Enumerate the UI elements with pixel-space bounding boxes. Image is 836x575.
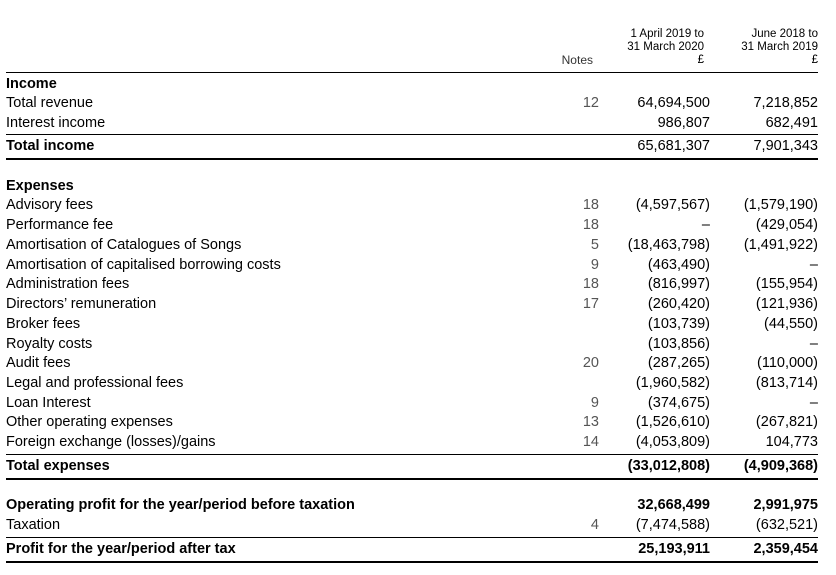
taxation-note: 4 bbox=[590, 517, 599, 533]
row-value-prior: (1,491,922) bbox=[743, 237, 818, 253]
row-value-current: (4,597,567) bbox=[635, 197, 710, 213]
operating-profit-current: 32,668,499 bbox=[637, 497, 710, 513]
expenses-section-title: Expenses bbox=[6, 178, 74, 194]
row-value-current: 986,807 bbox=[657, 115, 710, 131]
expense-row bbox=[6, 334, 818, 354]
column-header-current bbox=[584, 28, 704, 67]
row-value-current: (4,053,809) bbox=[635, 434, 710, 450]
row-label: Performance fee bbox=[6, 217, 114, 233]
row-value-current: (374,675) bbox=[647, 395, 710, 411]
row-value-current: (18,463,798) bbox=[627, 237, 710, 253]
row-value-prior: (121,936) bbox=[755, 296, 818, 312]
row-value-current: (260,420) bbox=[647, 296, 710, 312]
profit-subtotal-divider bbox=[6, 537, 818, 538]
row-label: Broker fees bbox=[6, 316, 81, 332]
notes-column-header: Notes bbox=[561, 53, 593, 67]
column-header-prior bbox=[708, 28, 818, 67]
row-value-current: – bbox=[701, 217, 710, 233]
row-note: 12 bbox=[582, 95, 599, 111]
expense-row bbox=[6, 353, 818, 373]
operating-profit-label: Operating profit for the year/period before taxation bbox=[6, 497, 355, 513]
row-value-prior: 682,491 bbox=[765, 115, 818, 131]
expenses-subtotal-divider bbox=[6, 454, 818, 455]
row-note: 13 bbox=[582, 414, 599, 430]
expense-row bbox=[6, 294, 818, 314]
row-note: 18 bbox=[582, 197, 599, 213]
row-value-current: (1,526,610) bbox=[635, 414, 710, 430]
profit-after-tax-divider bbox=[6, 561, 818, 563]
expense-row bbox=[6, 195, 818, 215]
row-label: Amortisation of Catalogues of Songs bbox=[6, 237, 242, 253]
row-note: 18 bbox=[582, 276, 599, 292]
row-note: 18 bbox=[582, 217, 599, 233]
row-note: 9 bbox=[590, 395, 599, 411]
column-header-current-line2: 31 March 2020 bbox=[627, 41, 704, 53]
taxation-current: (7,474,588) bbox=[635, 517, 710, 533]
row-value-prior: – bbox=[809, 336, 818, 352]
row-value-prior: – bbox=[809, 395, 818, 411]
total-income-current: 65,681,307 bbox=[637, 138, 710, 154]
expense-row bbox=[6, 215, 818, 235]
total-expenses-divider bbox=[6, 478, 818, 480]
total-income-divider bbox=[6, 158, 818, 160]
row-note: 17 bbox=[582, 296, 599, 312]
row-value-prior: (44,550) bbox=[763, 316, 818, 332]
income-row bbox=[6, 93, 818, 113]
row-value-current: (463,490) bbox=[647, 257, 710, 273]
row-note: 20 bbox=[582, 355, 599, 371]
expense-row bbox=[6, 432, 818, 452]
row-value-current: (816,997) bbox=[647, 276, 710, 292]
total-income-label: Total income bbox=[6, 138, 95, 154]
profit-after-tax-label: Profit for the year/period after tax bbox=[6, 541, 236, 557]
row-label: Amortisation of capitalised borrowing costs bbox=[6, 257, 281, 273]
row-value-prior: (1,579,190) bbox=[743, 197, 818, 213]
expense-row bbox=[6, 373, 818, 393]
row-note: 14 bbox=[582, 434, 599, 450]
row-value-prior: 104,773 bbox=[765, 434, 818, 450]
profit-after-tax-prior: 2,359,454 bbox=[753, 541, 818, 557]
row-value-prior: – bbox=[809, 257, 818, 273]
taxation-label: Taxation bbox=[6, 517, 61, 533]
income-subtotal-divider bbox=[6, 134, 818, 135]
total-expenses-row bbox=[6, 456, 818, 476]
total-income-row bbox=[6, 136, 818, 156]
row-value-current: (287,265) bbox=[647, 355, 710, 371]
row-note: 9 bbox=[590, 257, 599, 273]
header-divider bbox=[6, 72, 818, 73]
expense-row bbox=[6, 314, 818, 334]
row-value-current: (1,960,582) bbox=[635, 375, 710, 391]
row-label: Interest income bbox=[6, 115, 106, 131]
row-value-current: 64,694,500 bbox=[637, 95, 710, 111]
expense-row bbox=[6, 235, 818, 255]
row-value-prior: (267,821) bbox=[755, 414, 818, 430]
column-header-prior-line2: 31 March 2019 bbox=[741, 41, 818, 53]
row-label: Loan Interest bbox=[6, 395, 91, 411]
taxation-prior: (632,521) bbox=[755, 517, 818, 533]
expense-row bbox=[6, 412, 818, 432]
row-label: Advisory fees bbox=[6, 197, 94, 213]
row-value-prior: 7,218,852 bbox=[753, 95, 818, 111]
expense-row bbox=[6, 255, 818, 275]
total-income-prior: 7,901,343 bbox=[753, 138, 818, 154]
operating-profit-prior: 2,991,975 bbox=[753, 497, 818, 513]
row-label: Total revenue bbox=[6, 95, 94, 111]
income-row bbox=[6, 113, 818, 133]
column-header-prior-line1: June 2018 to bbox=[751, 28, 818, 40]
row-label: Directors’ remuneration bbox=[6, 296, 157, 312]
row-value-prior: (813,714) bbox=[755, 375, 818, 391]
profit-after-tax-current: 25,193,911 bbox=[638, 541, 710, 557]
income-section-title: Income bbox=[6, 76, 57, 92]
column-header-current-line1: 1 April 2019 to bbox=[630, 28, 704, 40]
expense-row bbox=[6, 274, 818, 294]
row-label: Royalty costs bbox=[6, 336, 93, 352]
row-value-current: (103,739) bbox=[647, 316, 710, 332]
row-label: Administration fees bbox=[6, 276, 130, 292]
row-value-prior: (429,054) bbox=[755, 217, 818, 233]
taxation-row bbox=[6, 515, 818, 535]
total-expenses-label: Total expenses bbox=[6, 458, 110, 474]
total-expenses-current: (33,012,808) bbox=[627, 458, 710, 474]
row-note: 5 bbox=[590, 237, 599, 253]
row-value-current: (103,856) bbox=[647, 336, 710, 352]
row-value-prior: (155,954) bbox=[755, 276, 818, 292]
column-header-current-currency: £ bbox=[697, 54, 704, 66]
row-label: Other operating expenses bbox=[6, 414, 173, 430]
row-label: Foreign exchange (losses)/gains bbox=[6, 434, 216, 450]
column-header-prior-currency: £ bbox=[811, 54, 818, 66]
row-label: Audit fees bbox=[6, 355, 71, 371]
operating-profit-row bbox=[6, 495, 818, 515]
expense-row bbox=[6, 393, 818, 413]
total-expenses-prior: (4,909,368) bbox=[743, 458, 818, 474]
profit-after-tax-row bbox=[6, 539, 818, 559]
row-value-prior: (110,000) bbox=[757, 355, 818, 371]
row-label: Legal and professional fees bbox=[6, 375, 184, 391]
